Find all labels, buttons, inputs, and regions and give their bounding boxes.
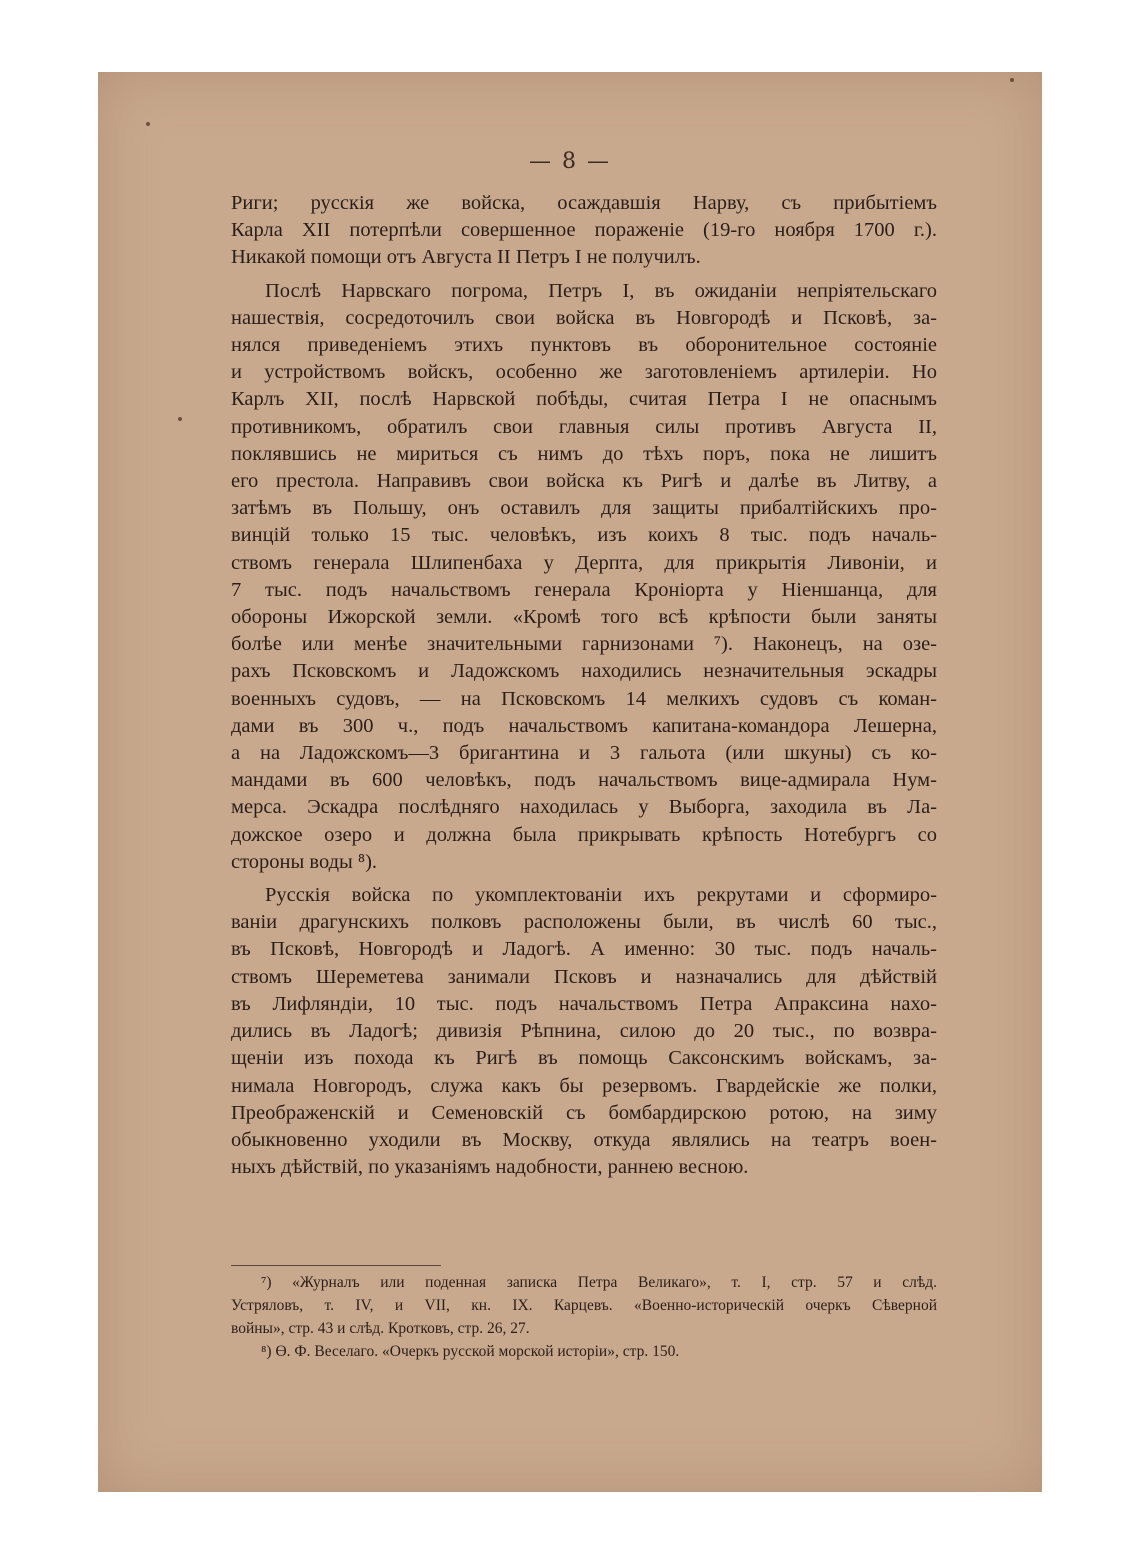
text-line: ствомъ Шереметева занимали Псковъ и назначались для дѣйствій xyxy=(231,965,937,988)
text-line: обыкновенно уходили въ Москву, откуда являлись на театръ воен- xyxy=(231,1128,937,1151)
text-line: мерса. Эскадра послѣдняго находилась у Выборга, заходила въ Ла- xyxy=(231,796,937,819)
footnote-8 xyxy=(231,1340,937,1363)
paragraph-1 xyxy=(231,190,937,272)
text-line: стороны воды ⁸). xyxy=(231,850,378,873)
footnote-7 xyxy=(231,1271,937,1340)
text-line: 7 тыс. подъ начальствомъ генерала Кроніорта у Ніеншанца, для xyxy=(231,578,937,601)
text-line: а на Ладожскомъ—3 бригантина и 3 гальота (или шкуны) съ ко- xyxy=(231,742,937,765)
book-page xyxy=(98,72,1042,1492)
text-line: Послѣ Нарвскаго погрома, Петръ I, въ ожиданіи непріятельскаго xyxy=(265,279,937,302)
text-line: Карла XII потерпѣли совершенное пораженіе (19-го ноября 1700 г.). xyxy=(231,219,937,242)
footnote-line: Устряловъ, т. IV, и VII, кн. IX. Карцевъ. «Военно-историческій очеркъ Сѣверной xyxy=(231,1297,937,1314)
text-line: нялся приведеніемъ этихъ пунктовъ въ оборонительное состояніе xyxy=(231,334,937,357)
text-line: рахъ Псковскомъ и Ладожскомъ находились незначительныя эскадры xyxy=(231,660,937,683)
footnotes xyxy=(231,1271,937,1363)
text-line: дились въ Ладогѣ; дивизія Рѣпнина, силою до 20 тыс., по возвра- xyxy=(231,1020,937,1043)
text-line: Русскія войска по укомплектованіи ихъ рекрутами и сформиро- xyxy=(265,884,937,907)
paragraph-2 xyxy=(231,278,937,876)
text-line: въ Лифляндіи, 10 тыс. подъ начальствомъ Петра Апраксина нахо- xyxy=(231,992,937,1015)
text-line: обороны Ижорской земли. «Кромѣ того всѣ крѣпости были заняты xyxy=(231,606,937,629)
text-line: дами въ 300 ч., подъ начальствомъ капитана-командора Лешерна, xyxy=(231,714,937,737)
footnote-line: ⁷) «Журналъ или поденная записка Петра Великаго», т. I, стр. 57 и слѣд. xyxy=(261,1274,937,1291)
text-line: его престола. Направивъ свои войска къ Ригѣ и далѣе въ Литву, а xyxy=(231,470,937,493)
text-line: ствомъ генерала Шлипенбаха у Дерпта, для прикрытія Ливоніи, и xyxy=(231,551,937,574)
text-line: военныхъ судовъ, — на Псковскомъ 14 мелкихъ судовъ съ коман- xyxy=(231,687,937,710)
text-line: Никакой помощи отъ Августа II Петръ I не получилъ. xyxy=(231,246,701,269)
text-line: Преображенскій и Семеновскій съ бомбардирскою ротою, на зиму xyxy=(231,1101,937,1124)
text-line: болѣе или менѣе значительными гарнизонами ⁷). Наконецъ, на озе- xyxy=(231,633,937,656)
page-number: — 8 — xyxy=(529,149,611,174)
text-line: противникомъ, обратилъ свои главныя силы противъ Августа II, xyxy=(231,415,937,438)
text-line: затѣмъ въ Польшу, онъ оставилъ для защиты прибалтійскихъ про- xyxy=(231,497,937,520)
footnote-line: ⁸) Ө. Ф. Веселаго. «Очеркъ русской морской исторіи», стр. 150. xyxy=(261,1343,680,1360)
paragraph-3 xyxy=(231,882,937,1181)
text-line: нашествія, сосредоточилъ свои войска въ Новгородѣ и Псковѣ, за- xyxy=(231,306,937,329)
text-line: и устройствомъ войскъ, особенно же заготовленіемъ артилеріи. Но xyxy=(231,361,937,384)
footnote-divider xyxy=(231,1265,441,1266)
text-line: въ Псковѣ, Новгородѣ и Ладогѣ. А именно: 30 тыс. подъ началь- xyxy=(231,938,937,961)
body-text xyxy=(231,190,937,1181)
text-line: нимала Новгородъ, служа какъ бы резервомъ. Гвардейскіе же полки, xyxy=(231,1074,937,1097)
text-line: Риги; русскія же войска, осаждавшія Нарву, съ прибытіемъ xyxy=(231,192,937,214)
text-line: мандами въ 600 человѣкъ, подъ начальствомъ вице-адмирала Нум- xyxy=(231,769,937,792)
text-line: ныхъ дѣйствій, по указаніямъ надобности, раннею весною. xyxy=(231,1156,749,1179)
paper-speck xyxy=(146,122,150,126)
text-line: щеніи изъ похода къ Ригѣ въ помощь Саксонскимъ войскамъ, за- xyxy=(231,1047,937,1070)
footnote-line: войны», стр. 43 и слѣд. Кротковъ, стр. 26, 27. xyxy=(231,1320,530,1337)
paper-speck xyxy=(1010,78,1014,82)
paper-speck xyxy=(178,417,182,421)
text-line: дожское озеро и должна была прикрывать крѣпость Нотебургъ со xyxy=(231,823,937,846)
text-line: Карлъ XII, послѣ Нарвской побѣды, считая Петра I не опаснымъ xyxy=(231,388,937,411)
text-line: ваніи драгунскихъ полковъ расположены были, въ числѣ 60 тыс., xyxy=(231,911,937,934)
text-line: поклявшись не мириться съ нимъ до тѣхъ поръ, пока не лишитъ xyxy=(231,442,937,465)
text-line: винцій только 15 тыс. человѣкъ, изъ коихъ 8 тыс. подъ началь- xyxy=(231,524,937,547)
